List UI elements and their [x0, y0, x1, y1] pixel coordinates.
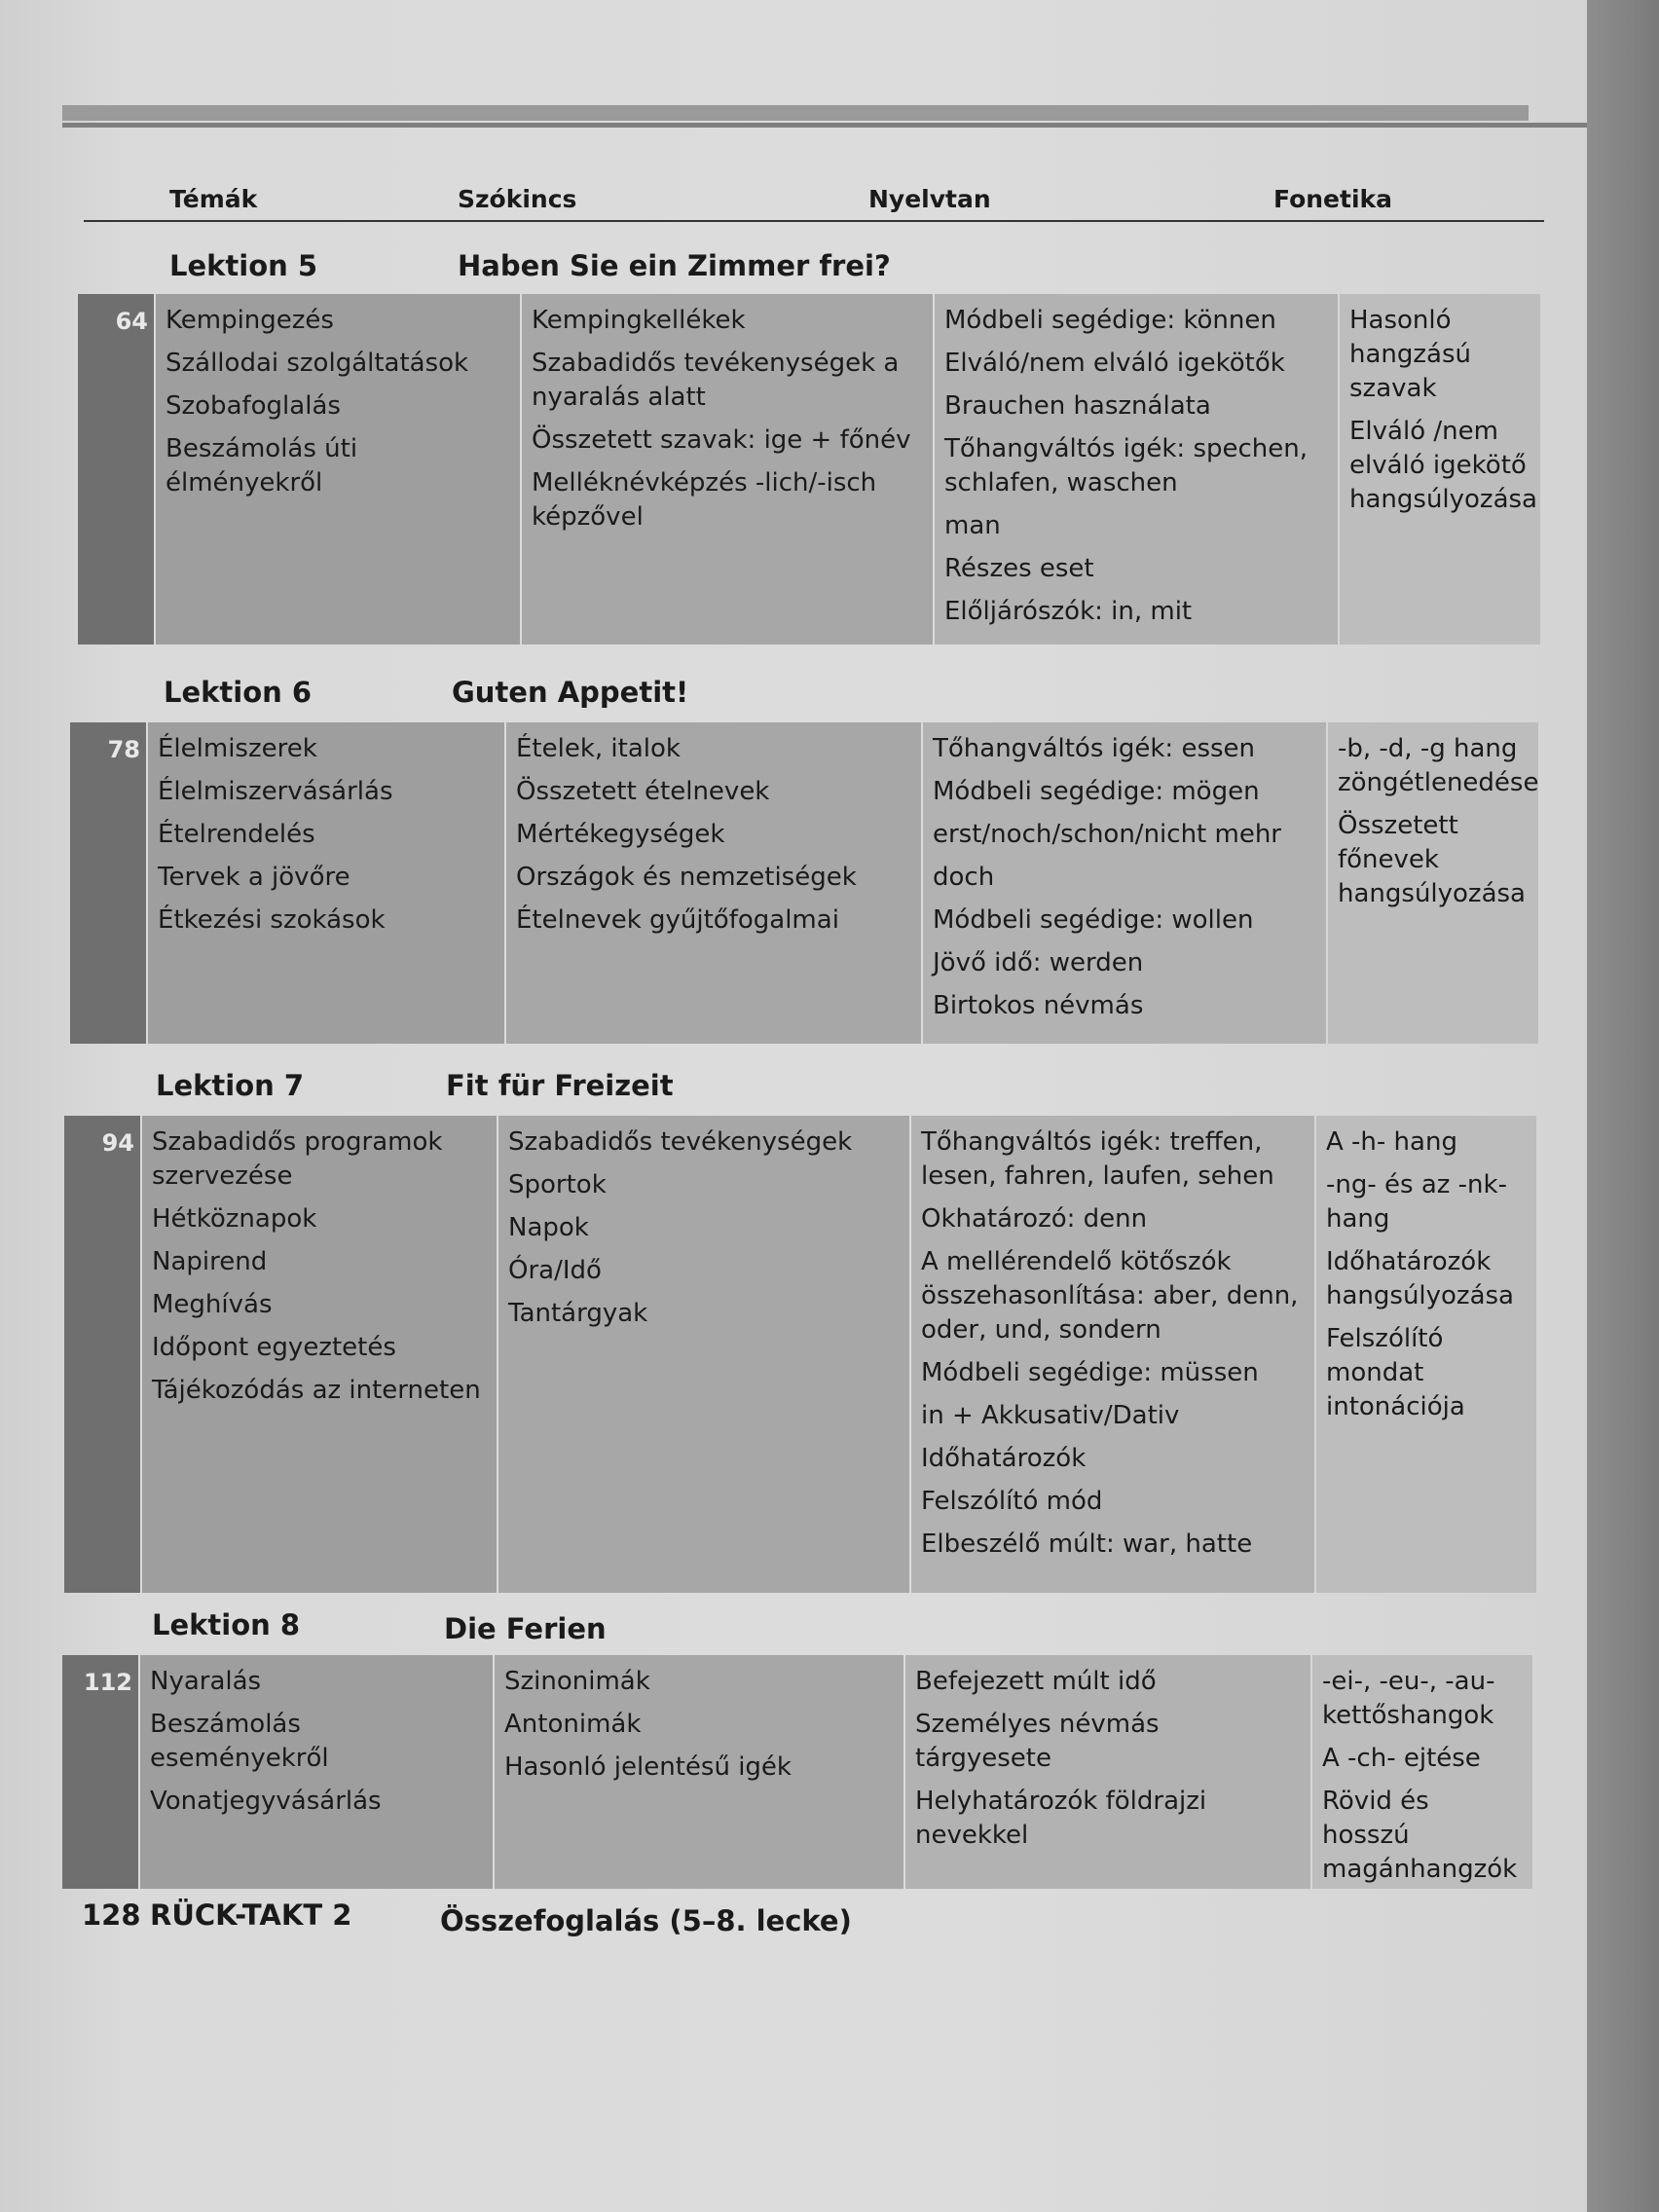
nyelvtan-cell [911, 1116, 1314, 1593]
lektion-6-label: Lektion 6 [164, 676, 313, 709]
list-item: Ételek, italok [516, 734, 681, 763]
table-header [84, 181, 1544, 222]
list-item: Módbeli segédige: können [944, 306, 1276, 335]
list-item: Időhatározók hangsúlyozása [1326, 1247, 1514, 1310]
book-spine-shadow [1587, 0, 1659, 2212]
fonetika-cell [1316, 1116, 1536, 1593]
list-item: Rövid és hosszú magánhangzók [1322, 1787, 1518, 1884]
list-item: Okhatározó: denn [921, 1204, 1148, 1234]
list-item: Módbeli segédige: wollen [933, 905, 1254, 935]
lektion-7-label: Lektion 7 [156, 1069, 305, 1102]
temak-cell [156, 294, 520, 645]
lektion-8-label: Lektion 8 [152, 1608, 301, 1641]
list-item: A mellérendelő kötőszók összehasonlítása: aber, denn, oder, und, sondern [921, 1247, 1299, 1345]
list-item: Összetett ételnevek [516, 777, 770, 806]
list-item: Brauchen használata [944, 391, 1211, 421]
rueck-takt-label: RÜCK-TAKT 2 [150, 1899, 352, 1932]
list-item: Összetett szavak: ige + főnév [532, 425, 911, 455]
list-item: Szobafoglalás [166, 391, 341, 421]
lektion-7-title: Fit für Freizeit [446, 1069, 674, 1102]
list-item: Elváló /nem elváló igekötő hangsúlyozása [1349, 417, 1537, 514]
lektion-7-block [64, 1116, 1536, 1593]
list-item: Jövő idő: werden [933, 948, 1144, 977]
list-item: Vonatjegyvásárlás [150, 1787, 382, 1816]
list-item: Hétköznapok [152, 1204, 317, 1234]
header-fonetika: Fonetika [1273, 185, 1393, 213]
page-number: 64 [78, 294, 154, 645]
list-item: Beszámolás úti élményekről [166, 434, 358, 498]
list-item: Élelmiszervásárlás [158, 777, 393, 806]
list-item: Tőhangváltós igék: essen [933, 734, 1256, 763]
rueck-takt-page: 128 [82, 1899, 141, 1932]
list-item: Tőhangváltós igék: spechen, schlafen, waschen [944, 434, 1309, 498]
list-item: Tervek a jövőre [158, 863, 350, 892]
list-item: doch [933, 863, 995, 892]
list-item: Tantárgyak [508, 1299, 648, 1328]
nyelvtan-cell [923, 722, 1326, 1044]
list-item: Meghívás [152, 1290, 273, 1319]
temak-cell [142, 1116, 497, 1593]
szokincs-cell [506, 722, 921, 1044]
list-item: Kempingkellékek [532, 306, 746, 335]
list-item: Módbeli segédige: mögen [933, 777, 1260, 806]
header-temak: Témák [169, 185, 258, 213]
list-item: -b, -d, -g hang zöngétlenedése [1338, 734, 1539, 797]
list-item: in + Akkusativ/Dativ [921, 1401, 1180, 1430]
list-item: Helyhatározók földrajzi nevekkel [915, 1787, 1207, 1850]
list-item: Befejezett múlt idő [915, 1667, 1157, 1696]
list-item: Elváló/nem elváló igekötők [944, 349, 1285, 378]
list-item: Szabadidős programok szervezése [152, 1127, 443, 1191]
list-item: Élelmiszerek [158, 734, 317, 763]
list-item: Elbeszélő múlt: war, hatte [921, 1530, 1253, 1559]
lektion-5-title: Haben Sie ein Zimmer frei? [458, 249, 891, 282]
page-number: 94 [64, 1116, 140, 1593]
top-decorative-rule-thin [62, 123, 1587, 128]
fonetika-cell [1328, 722, 1538, 1044]
lektion-5-label: Lektion 5 [169, 249, 318, 282]
list-item: Összetett főnevek hangsúlyozása [1338, 811, 1526, 908]
list-item: Tájékozódás az interneten [152, 1376, 481, 1405]
list-item: Birtokos névmás [933, 991, 1144, 1020]
list-item: Szállodai szolgáltatások [166, 349, 469, 378]
list-item: Személyes névmás tárgyesete [915, 1710, 1160, 1773]
rueck-takt-title: Összefoglalás (5–8. lecke) [440, 1904, 852, 1937]
list-item: Melléknévképzés -lich/-isch képzővel [532, 468, 877, 532]
list-item: Időhatározók [921, 1444, 1087, 1473]
list-item: Tőhangváltós igék: treffen, lesen, fahren, laufen, sehen [921, 1127, 1274, 1191]
list-item: Időpont egyeztetés [152, 1333, 396, 1362]
list-item: -ng- és az -nk- hang [1326, 1170, 1507, 1234]
header-nyelvtan: Nyelvtan [868, 185, 991, 213]
list-item: erst/noch/schon/nicht mehr [933, 820, 1281, 849]
list-item: Étkezési szokások [158, 905, 386, 935]
list-item: Előljárószók: in, mit [944, 597, 1193, 626]
list-item: A -h- hang [1326, 1127, 1457, 1157]
header-szokincs: Szókincs [458, 185, 577, 213]
temak-cell [140, 1655, 493, 1889]
list-item: Hasonló hangzású szavak [1349, 306, 1471, 403]
szokincs-cell [498, 1116, 909, 1593]
list-item: -ei-, -eu-, -au- kettőshangok [1322, 1667, 1495, 1730]
list-item: Beszámolás eseményekről [150, 1710, 329, 1773]
list-item: Hasonló jelentésű igék [504, 1752, 792, 1782]
list-item: Felszólító mód [921, 1487, 1103, 1516]
list-item: Sportok [508, 1170, 607, 1199]
list-item: Szinonimák [504, 1667, 650, 1696]
list-item: Szabadidős tevékenységek [508, 1127, 853, 1157]
nyelvtan-cell [935, 294, 1338, 645]
szokincs-cell [495, 1655, 903, 1889]
nyelvtan-cell [905, 1655, 1310, 1889]
list-item: Nyaralás [150, 1667, 262, 1696]
list-item: Felszólító mondat intonációja [1326, 1324, 1465, 1421]
list-item: Részes eset [944, 554, 1094, 583]
list-item: Napok [508, 1213, 589, 1242]
page-number: 78 [70, 722, 146, 1044]
list-item: man [944, 511, 1001, 540]
list-item: Mértékegységek [516, 820, 725, 849]
szokincs-cell [522, 294, 933, 645]
lektion-6-title: Guten Appetit! [452, 676, 689, 709]
list-item: Ételnevek gyűjtőfogalmai [516, 905, 839, 935]
list-item: Ételrendelés [158, 820, 315, 849]
list-item: A -ch- ejtése [1322, 1744, 1481, 1773]
fonetika-cell [1312, 1655, 1532, 1889]
fonetika-cell [1340, 294, 1540, 645]
lektion-8-block [62, 1655, 1532, 1889]
temak-cell [148, 722, 504, 1044]
list-item: Módbeli segédige: müssen [921, 1358, 1259, 1387]
top-decorative-rule [62, 105, 1529, 121]
list-item: Óra/Idő [508, 1256, 602, 1285]
list-item: Szabadidős tevékenységek a nyaralás alatt [532, 349, 900, 412]
lektion-8-title: Die Ferien [444, 1612, 607, 1645]
list-item: Napirend [152, 1247, 268, 1276]
list-item: Országok és nemzetiségek [516, 863, 857, 892]
list-item: Antonimák [504, 1710, 642, 1739]
lektion-6-block [70, 722, 1538, 1044]
page-number: 112 [62, 1655, 138, 1889]
list-item: Kempingezés [166, 306, 334, 335]
lektion-5-block [78, 294, 1540, 645]
